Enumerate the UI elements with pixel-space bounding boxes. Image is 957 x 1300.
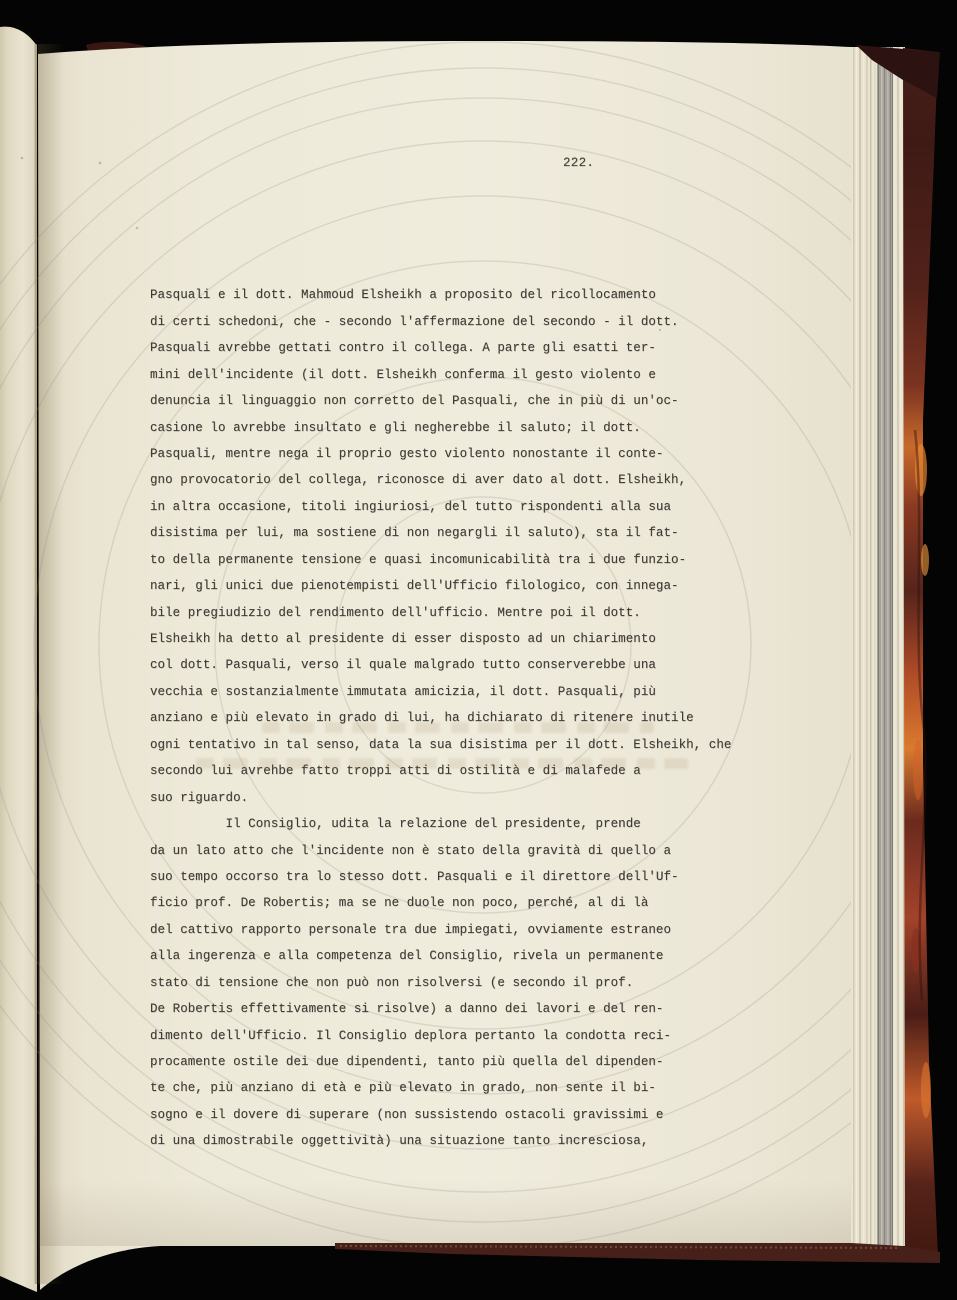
text-line: alla ingerenza e alla competenza del Consiglio, rivela un permanente: [150, 949, 664, 964]
text-line: sogno e il dovere di superare (non sussistendo ostacoli gravissimi e: [150, 1107, 664, 1122]
text-line: in altra occasione, titoli ingiuriosi, del tutto rispondenti alla sua: [150, 499, 672, 514]
text-line: denuncia il linguaggio non corretto del Pasquali, che in più di un'oc-: [150, 394, 679, 409]
text-line: Pasquali avrebbe gettati contro il collega. A parte gli esatti ter-: [150, 341, 656, 356]
text-line: Il Consiglio, udita la relazione del presidente, prende: [150, 817, 641, 832]
left-page-edge: [0, 27, 37, 1292]
text-line: da un lato atto che l'incidente non è stato della gravità di quello a: [150, 843, 672, 858]
text-line: nari, gli unici due pienotempisti dell'Ufficio filologico, con innega-: [150, 579, 679, 594]
text-line: ficio prof. De Robertis; ma se ne duole non poco, perché, al di là: [150, 896, 649, 911]
text-line: suo tempo occorso tra lo stesso dott. Pasquali e il direttore dell'Uf-: [150, 869, 679, 884]
fore-edge-gray-strip: [877, 47, 893, 1246]
fore-edge-page-stack: [851, 47, 905, 1246]
text-line: col dott. Pasquali, verso il quale malgrado tutto conserverebbe una: [150, 658, 656, 673]
typed-text-block: [150, 203, 731, 1155]
text-line: secondo lui avrehbe fatto troppi atti di ostilità e di malafede a: [150, 764, 641, 779]
bleed-through-text: [262, 722, 654, 733]
gutter-shadow: [38, 44, 64, 1284]
text-line: vecchia e sostanzialmente immutata amicizia, il dott. Pasquali, più: [150, 684, 656, 699]
text-line: stato di tensione che non può non risolversi (e secondo il prof.: [150, 975, 634, 990]
text-line: to della permanente tensione e quasi incomunicabilità tra i due funzio-: [150, 552, 687, 567]
text-line: Elsheikh ha detto al presidente di esser disposto ad un chiarimento: [150, 632, 656, 647]
text-line: di certi schedoni, che - secondo l'affermazione del secondo - il dott.: [150, 314, 679, 329]
text-line: casione lo avrebbe insultato e gli negherebbe il saluto; il dott.: [150, 420, 641, 435]
text-line: De Robertis effettivamente si risolve) a danno dei lavori e del ren-: [150, 1002, 664, 1017]
text-line: dimento dell'Ufficio. Il Consiglio deplora pertanto la condotta reci-: [150, 1028, 672, 1043]
page-bottom-shade: [38, 1180, 851, 1246]
text-line: disistima per lui, ma sostiene di non negargli il saluto), sta il fat-: [150, 526, 679, 541]
text-line: Pasquali, mentre nega il proprio gesto violento nonostante il conte-: [150, 446, 664, 461]
text-line: anziano e più elevato in grado di lui, ha dichiarato di ritenere inutile: [150, 711, 694, 726]
text-line: gno provocatorio del collega, riconosce di aver dato al dott. Elsheikh,: [150, 473, 687, 488]
bleed-through-text: [196, 758, 688, 769]
text-line: te che, più anziano di età e più elevato in grado, non sente il bi-: [150, 1081, 656, 1096]
text-line: suo riguardo.: [150, 790, 249, 805]
text-line: ogni tentativo in tal senso, data la sua disistima per il dott. Elsheikh, che: [150, 737, 732, 752]
text-line: del cattivo rapporto personale tra due impiegati, ovviamente estraneo: [150, 922, 672, 937]
page-number: 222.: [563, 156, 595, 170]
text-line: Pasquali e il dott. Mahmoud Elsheikh a proposito del ricollocamento: [150, 288, 656, 303]
text-line: mini dell'incidente (il dott. Elsheikh conferma il gesto violento e: [150, 367, 656, 382]
text-line: procamente ostile dei due dipendenti, tanto più quella del dipenden-: [150, 1055, 664, 1070]
text-line: bile pregiudizio del rendimento dell'ufficio. Mentre poi il dott.: [150, 605, 641, 620]
text-line: di una dimostrabile oggettività) una situazione tanto incresciosa,: [150, 1134, 649, 1149]
